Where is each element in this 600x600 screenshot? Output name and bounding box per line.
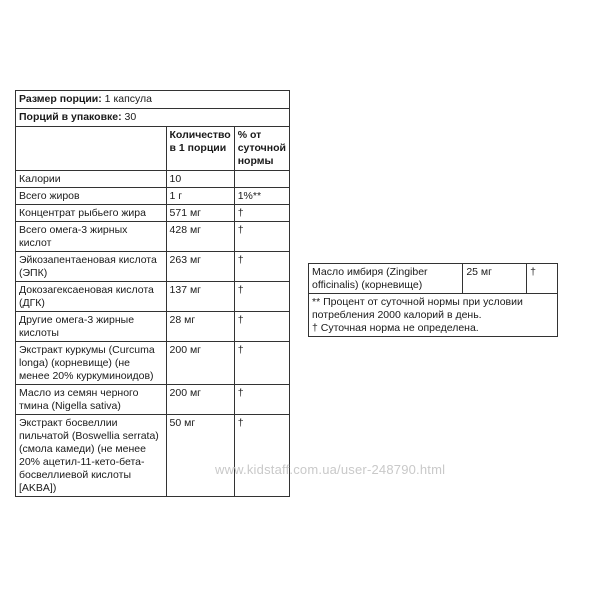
daily-value-footnote: ** Процент от суточной нормы при условии потребления 2000 калорий в день. [312, 296, 523, 321]
table-row [16, 252, 290, 282]
nutrition-table-right [308, 263, 558, 337]
row-name: Экстракт босвеллии пильчатой (Boswellia serrata) (смола камеди) (не менее 20% ацетил-11-кето-бета-босвеллиевой кислоты [AKBA]) [16, 415, 167, 497]
row-qty: 28 мг [166, 312, 234, 342]
row-qty: 50 мг [166, 415, 234, 497]
row-name: Концентрат рыбьего жира [16, 205, 167, 222]
servings-per-container-row [16, 109, 290, 127]
row-qty: 200 мг [166, 342, 234, 385]
column-header-row [16, 127, 290, 171]
serving-size-row [16, 91, 290, 109]
row-name: Всего омега-3 жирных кислот [16, 222, 167, 252]
row-name: Всего жиров [16, 188, 167, 205]
header-empty-cell [16, 127, 167, 171]
row-pct: † [234, 342, 289, 385]
table-row [16, 342, 290, 385]
row-pct: 1%** [234, 188, 289, 205]
table-row [16, 385, 290, 415]
row-qty: 137 мг [166, 282, 234, 312]
row-name: Докозагексаеновая кислота (ДГК) [16, 282, 167, 312]
row-pct [234, 171, 289, 188]
footnotes-cell [309, 294, 558, 337]
not-established-footnote: † Суточная норма не определена. [312, 322, 479, 334]
watermark: www.kidstaff.com.ua/user-248790.html [215, 462, 446, 477]
table-row [16, 188, 290, 205]
row-pct: † [234, 205, 289, 222]
row-qty: 25 мг [463, 264, 527, 294]
row-qty: 263 мг [166, 252, 234, 282]
row-qty: 200 мг [166, 385, 234, 415]
row-pct: † [527, 264, 558, 294]
row-name: Масло имбиря (Zingiber officinalis) (корневище) [309, 264, 463, 294]
row-pct: † [234, 252, 289, 282]
serving-size-label: Размер порции: [19, 93, 102, 105]
table-row [16, 282, 290, 312]
footnotes-row [309, 294, 558, 337]
table-row [16, 222, 290, 252]
row-pct: † [234, 312, 289, 342]
header-qty: Количество в 1 порции [166, 127, 234, 171]
nutrition-table-left [15, 90, 290, 497]
row-name: Масло из семян черного тмина (Nigella sativa) [16, 385, 167, 415]
table-row [16, 171, 290, 188]
serving-size-value: 1 капсула [101, 93, 153, 105]
row-name: Другие омега-3 жирные кислоты [16, 312, 167, 342]
table-row [16, 415, 290, 497]
servings-per-container-label: Порций в упаковке: [19, 111, 122, 123]
row-pct: † [234, 282, 289, 312]
table-row [16, 205, 290, 222]
row-name: Экстракт куркумы (Curcuma longa) (корневище) (не менее 20% куркуминоидов) [16, 342, 167, 385]
servings-per-container-cell [16, 109, 290, 127]
row-pct: † [234, 415, 289, 497]
row-name: Калории [16, 171, 167, 188]
row-qty: 1 г [166, 188, 234, 205]
row-pct: † [234, 385, 289, 415]
row-pct: † [234, 222, 289, 252]
servings-per-container-value: 30 [121, 111, 137, 123]
table-row [309, 264, 558, 294]
serving-size-cell [16, 91, 290, 109]
header-pct: % от суточной нормы [234, 127, 289, 171]
row-name: Эйкозапентаеновая кислота (ЭПК) [16, 252, 167, 282]
row-qty: 10 [166, 171, 234, 188]
row-qty: 428 мг [166, 222, 234, 252]
table-row [16, 312, 290, 342]
row-qty: 571 мг [166, 205, 234, 222]
